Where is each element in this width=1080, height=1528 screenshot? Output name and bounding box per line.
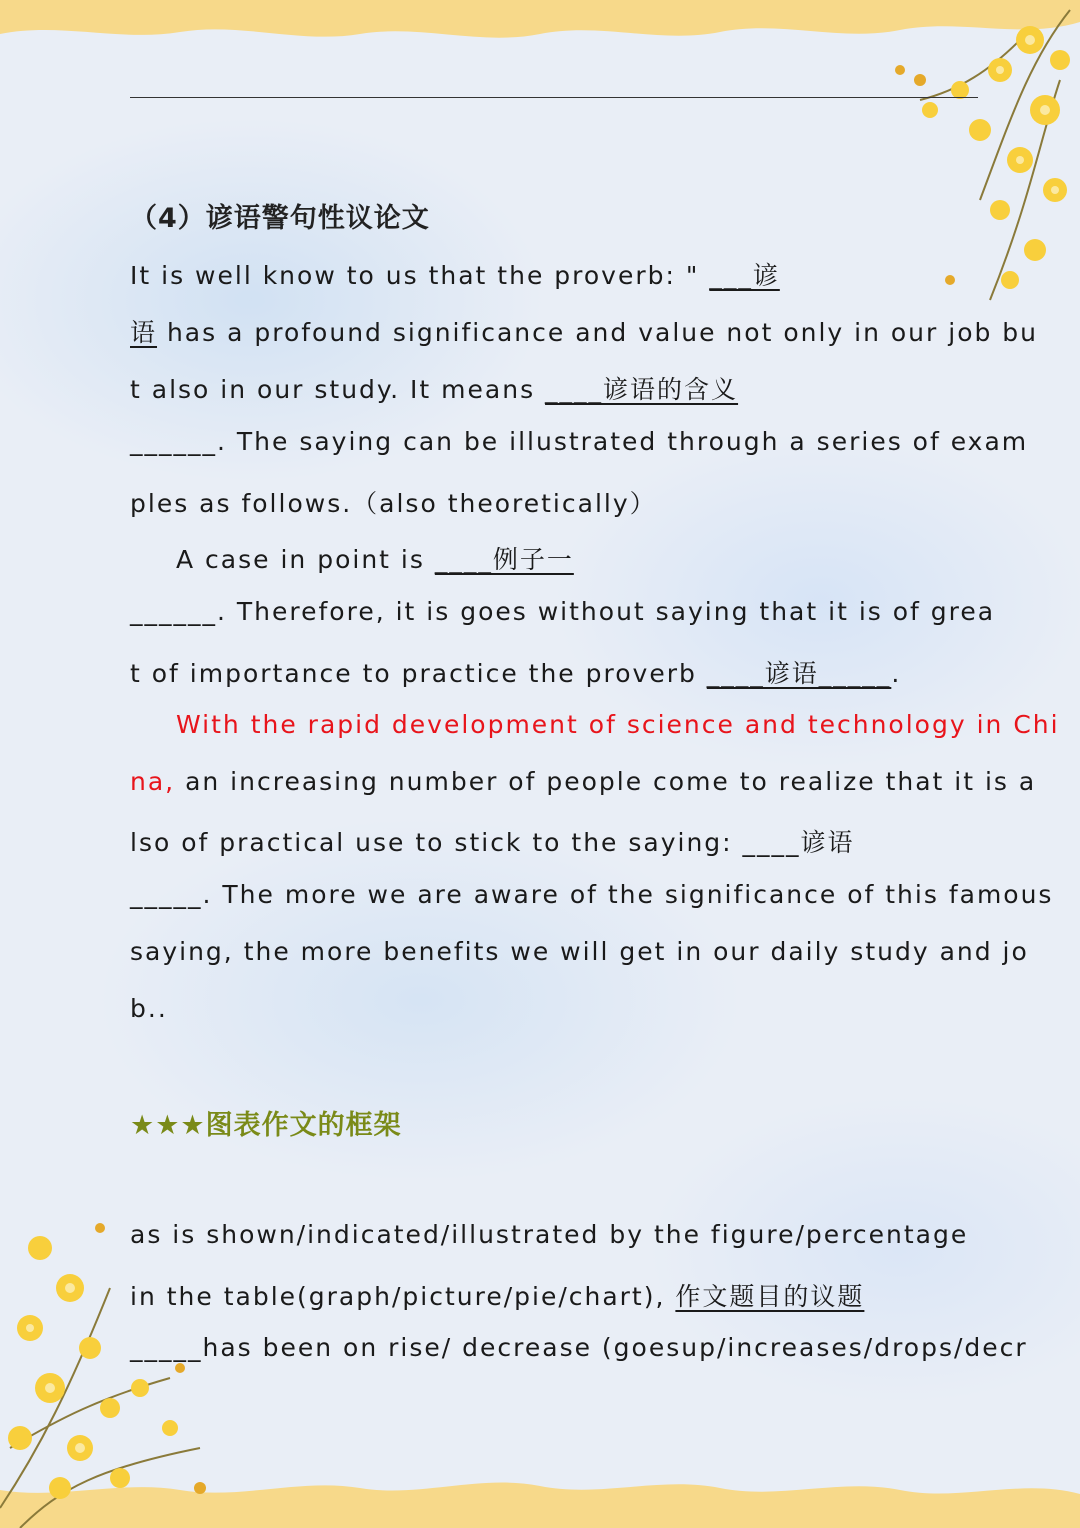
text-segment: .: [891, 659, 902, 688]
text-line: [130, 880, 1053, 909]
text-line: [130, 313, 1038, 349]
text-segment: has been on rise/ decrease (goesup/increases/drops/decr: [202, 1333, 1028, 1362]
text-line: [130, 937, 1029, 966]
text-line: [130, 484, 657, 520]
text-segment: . The more we are aware of the significance of this famous: [202, 880, 1054, 909]
blank-example: ____例子一: [434, 545, 574, 574]
text-line: [176, 540, 574, 576]
header-rule: [130, 97, 978, 98]
text-segment: t also in our study. It means: [130, 375, 546, 404]
text-segment: saying, the more benefits we will get in our daily study and jo: [130, 937, 1029, 966]
blank-proverb: ____谚语_____: [706, 659, 892, 688]
text-segment: . The saying can be illustrated through a series of exam: [217, 427, 1029, 456]
text-segment: has a profound significance and value not only in our job bu: [157, 318, 1039, 347]
text-line: [130, 767, 1036, 796]
text-line: [130, 597, 995, 626]
text-line: [130, 994, 168, 1023]
text-line: [130, 256, 780, 292]
blank-proverb-continued: 语: [130, 318, 158, 347]
blank-underline: ______: [130, 427, 217, 456]
text-line: [130, 1333, 1028, 1362]
text-line: [130, 654, 901, 690]
blank-meaning: ____谚语的含义: [545, 375, 739, 404]
blank-underline: ______: [130, 597, 217, 626]
text-segment: in the table(graph/picture/pie/chart),: [130, 1282, 676, 1311]
text-segment: as is shown/indicated/illustrated by the figure/percentage: [130, 1220, 969, 1249]
text-segment: b..: [130, 994, 168, 1023]
text-segment: A case in point is: [176, 545, 435, 574]
blank-proverb: ___谚: [709, 261, 780, 290]
highlighted-text: With the rapid development of science and technology in Chi: [176, 710, 1060, 739]
blank-underline: _____: [130, 880, 203, 909]
highlighted-text: na,: [130, 767, 176, 796]
flower-decoration-top-right: [860, 0, 1080, 320]
text-line: [130, 370, 738, 406]
text-segment: lso of practical use to stick to the saying:: [130, 828, 743, 857]
blank-underline: _____: [130, 1333, 203, 1362]
text-line: [130, 823, 855, 859]
text-segment: ples as follows.（also theoretically）: [130, 489, 657, 518]
text-segment: . Therefore, it is goes without saying that it is of grea: [217, 597, 996, 626]
section-heading: （4）谚语警句性议论文: [130, 203, 430, 234]
blank-topic: 作文题目的议题: [675, 1282, 865, 1311]
text-line: [130, 1277, 864, 1313]
text-line: [130, 427, 1028, 456]
text-line: [130, 1220, 968, 1249]
chart-essay-section-title: ★★★图表作文的框架: [130, 1110, 402, 1141]
text-line: [176, 710, 1060, 739]
text-segment: It is well know to us that the proverb: ": [130, 261, 710, 290]
text-segment: an increasing number of people come to realize that it is a: [175, 767, 1037, 796]
blank-proverb: ____谚语: [742, 828, 855, 857]
text-segment: t of importance to practice the proverb: [130, 659, 707, 688]
